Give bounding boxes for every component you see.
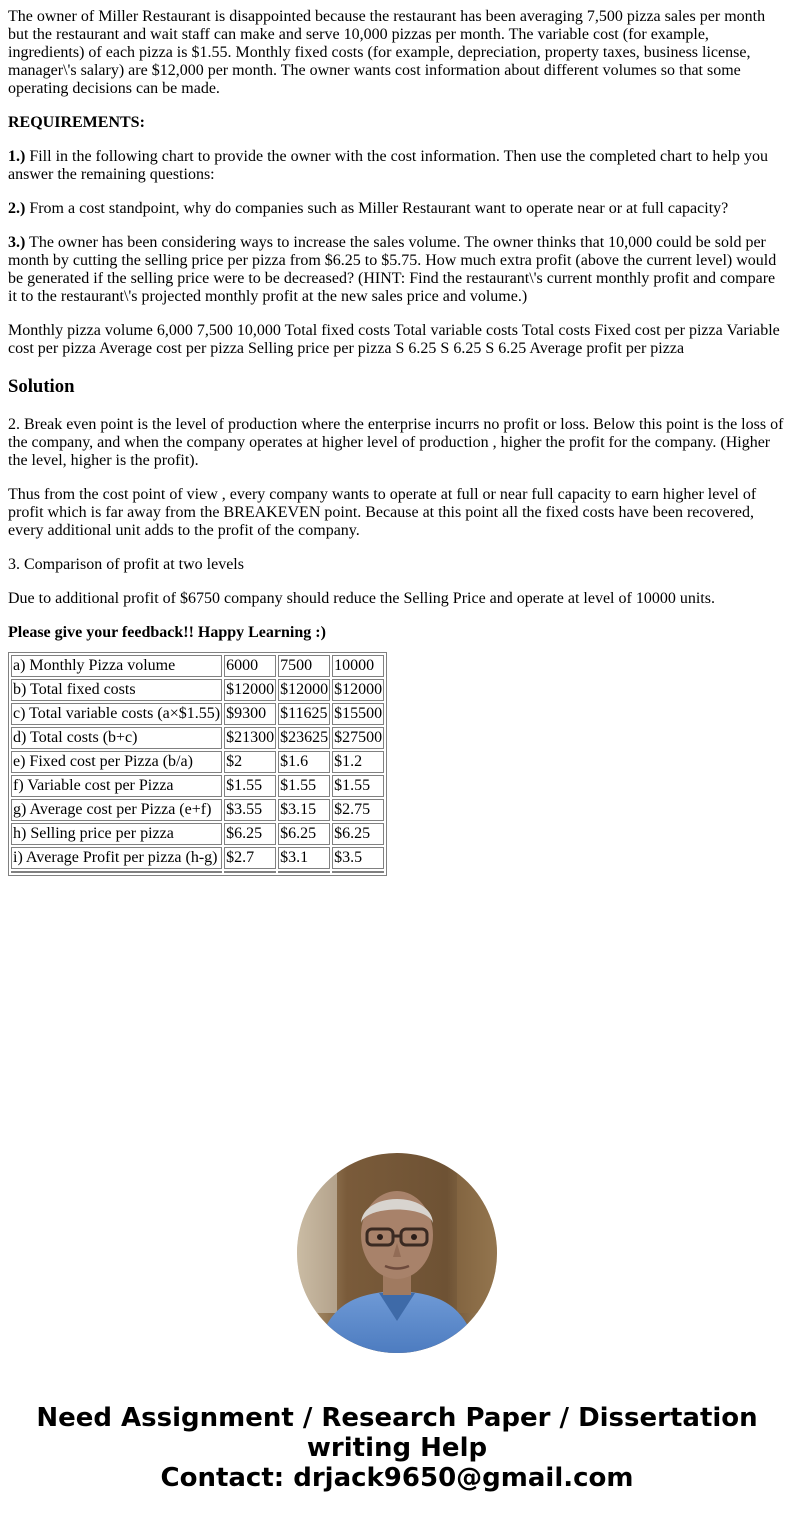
promo-banner-line-1: Need Assignment / Research Paper / Dissertation [36, 1403, 758, 1433]
volume-7500-cell: $3.1 [278, 847, 330, 869]
empty-cell [11, 871, 222, 873]
promo-banner-contact: Contact: drjack9650@gmail.com [160, 1463, 634, 1493]
volume-7500-cell: $1.55 [278, 775, 330, 797]
volume-7500-cell: $6.25 [278, 823, 330, 845]
volume-6000-cell: $1.55 [224, 775, 276, 797]
requirement-1-number: 1.) [8, 148, 26, 165]
requirements-heading-text: REQUIREMENTS: [8, 114, 145, 131]
volume-10000-cell: 10000 [332, 655, 384, 677]
volume-10000-cell: $1.2 [332, 751, 384, 773]
volume-10000-cell: $15500 [332, 703, 384, 725]
requirement-3 [8, 234, 786, 306]
volume-6000-cell: 6000 [224, 655, 276, 677]
volume-6000-cell: $2 [224, 751, 276, 773]
requirement-3-number: 3.) [8, 234, 26, 251]
volume-6000-cell: $9300 [224, 703, 276, 725]
volume-7500-cell: $1.6 [278, 751, 330, 773]
table-row [11, 679, 384, 701]
volume-7500-cell: 7500 [278, 655, 330, 677]
promo-banner-line-2: writing Help [306, 1433, 488, 1463]
row-label-cell: d) Total costs (b+c) [11, 727, 222, 749]
volume-7500-cell: $11625 [278, 703, 330, 725]
table-row [11, 823, 384, 845]
feedback-line [8, 624, 786, 642]
volume-6000-cell: $21300 [224, 727, 276, 749]
feedback-text: Please give your feedback!! Happy Learning :) [8, 624, 326, 641]
document-body [8, 8, 786, 876]
volume-6000-cell: $3.55 [224, 799, 276, 821]
row-label-cell: f) Variable cost per Pizza [11, 775, 222, 797]
volume-7500-cell: $23625 [278, 727, 330, 749]
requirement-2-number: 2.) [8, 200, 26, 217]
table-row [11, 727, 384, 749]
requirement-1-text: Fill in the following chart to provide the owner with the cost information. Then use the completed chart to help you answer the remaining questions: [8, 148, 768, 183]
volume-7500-cell: $12000 [278, 679, 330, 701]
solution-paragraph-3: 3. Comparison of profit at two levels [8, 556, 244, 573]
promo-banner [0, 1403, 794, 1493]
requirements-heading [8, 114, 786, 132]
row-label-cell: e) Fixed cost per Pizza (b/a) [11, 751, 222, 773]
volume-6000-cell: $2.7 [224, 847, 276, 869]
volume-10000-cell: $2.75 [332, 799, 384, 821]
table-row [11, 703, 384, 725]
solution-paragraph-1: 2. Break even point is the level of production where the enterprise incurrs no profit or loss. Below this point is the loss of the company, and when the company operates at higher level of production , higher the profit for the company. (Higher the level, higher is the profit). [8, 416, 784, 469]
table-row [11, 847, 384, 869]
empty-cell [332, 871, 384, 873]
volume-6000-cell: $6.25 [224, 823, 276, 845]
empty-cell [224, 871, 276, 873]
question-intro: The owner of Miller Restaurant is disappointed because the restaurant has been averaging 7,500 pizza sales per month but the restaurant and wait staff can make and serve 10,000 pizzas per month. The variable cost (for example, ingredients) of each pizza is $1.55. Monthly fixed costs (for example, depreciation, property taxes, business license, manager\'s salary) are $12,000 per month. The owner wants cost information about different volumes so that some operating decisions can be made. [8, 8, 766, 97]
cost-table [8, 652, 387, 876]
requirement-2-text: From a cost standpoint, why do companies such as Miller Restaurant want to operate near or at full capacity? [25, 200, 729, 217]
table-row [11, 799, 384, 821]
row-label-cell: b) Total fixed costs [11, 679, 222, 701]
row-label-cell: c) Total variable costs (a×$1.55) [11, 703, 222, 725]
volume-10000-cell: $3.5 [332, 847, 384, 869]
table-trailing-empty-row [11, 871, 384, 873]
requirement-2 [8, 200, 786, 218]
empty-cell [278, 871, 330, 873]
solution-paragraph-2: Thus from the cost point of view , every company wants to operate at full or near full capacity to earn higher level of profit which is far away from the BREAKEVEN point. Because at this point all the fixed costs have been recovered, every additional unit adds to the profit of the company. [8, 486, 757, 539]
volume-10000-cell: $12000 [332, 679, 384, 701]
row-label-cell: a) Monthly Pizza volume [11, 655, 222, 677]
table-row [11, 751, 384, 773]
volume-10000-cell: $27500 [332, 727, 384, 749]
volume-7500-cell: $3.15 [278, 799, 330, 821]
volume-10000-cell: $1.55 [332, 775, 384, 797]
chart-flat-text: Monthly pizza volume 6,000 7,500 10,000 Total fixed costs Total variable costs Total costs Fixed cost per pizza Variable cost per pizza Average cost per pizza Selling price per pizza S 6.25 S 6.25 S 6.25 Average profit per pizza [8, 322, 780, 357]
row-label-cell: i) Average Profit per pizza (h-g) [11, 847, 222, 869]
table-row [11, 775, 384, 797]
row-label-cell: h) Selling price per pizza [11, 823, 222, 845]
solution-heading: Solution [8, 376, 75, 397]
solution-paragraph-4: Due to additional profit of $6750 company should reduce the Selling Price and operate at level of 10000 units. [8, 590, 715, 607]
requirement-3-text: The owner has been considering ways to increase the sales volume. The owner thinks that 10,000 could be sold per month by cutting the selling price per pizza from $6.25 to $5.75. How much extra profit (above the current level) would be generated if the selling price were to be decreased? (HINT: Find the restaurant\'s current monthly profit and compare it to the restaurant\'s projected monthly profit at the new sales price and volume.) [8, 234, 777, 305]
table-row [11, 655, 384, 677]
cost-table-body [11, 655, 384, 873]
volume-10000-cell: $6.25 [332, 823, 384, 845]
volume-6000-cell: $12000 [224, 679, 276, 701]
author-portrait-image [297, 1153, 497, 1353]
author-avatar [297, 1153, 497, 1353]
requirement-1 [8, 148, 786, 184]
row-label-cell: g) Average cost per Pizza (e+f) [11, 799, 222, 821]
